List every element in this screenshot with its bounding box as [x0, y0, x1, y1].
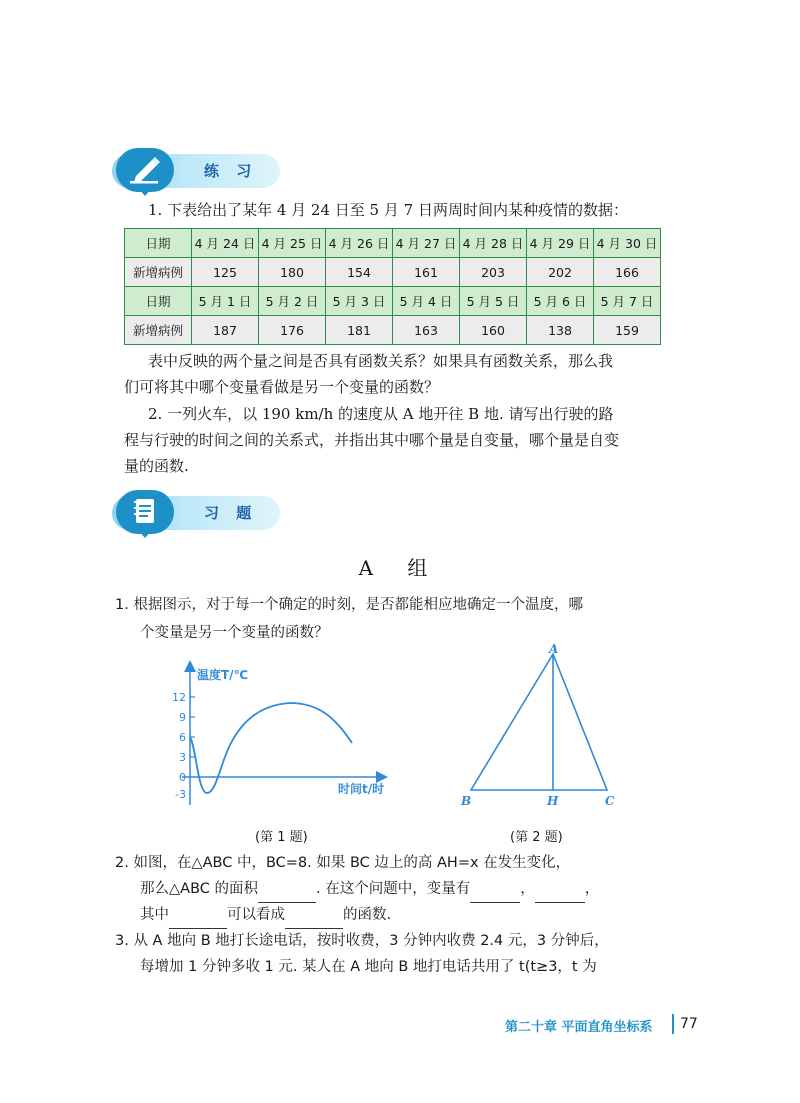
group-title: A 组	[358, 556, 442, 580]
temperature-graph	[160, 655, 400, 820]
pencil-icon	[116, 148, 174, 192]
exercise-p3-line1: 3. 从 A 地向 B 地打长途电话，按时收费，3 分钟内收费 2.4 元，3 分钟后，	[115, 933, 609, 949]
exercise-p2-line3: 其中 可以看成 的函数.	[140, 902, 391, 929]
table-row	[125, 229, 661, 258]
blank-field	[169, 902, 227, 929]
table-cell: 154	[326, 258, 393, 287]
tick-label: 0	[179, 771, 186, 784]
table-cell: 4 月 29 日	[527, 229, 594, 258]
table-row	[125, 258, 661, 287]
blank-field	[258, 876, 316, 903]
table-cell: 5 月 7 日	[594, 287, 661, 316]
table-row-label: 新增病例	[125, 316, 192, 345]
table-cell: 4 月 24 日	[192, 229, 259, 258]
table-cell: 4 月 25 日	[259, 229, 326, 258]
table-cell: 176	[259, 316, 326, 345]
label-a: A	[549, 642, 559, 656]
table-cell: 4 月 28 日	[460, 229, 527, 258]
practice-q1-line1: 表中反映的两个量之间是否具有函数关系？如果具有函数关系，那么我	[148, 352, 614, 370]
tick-label: 12	[172, 691, 186, 704]
practice-banner	[112, 148, 282, 192]
table-cell: 161	[393, 258, 460, 287]
table-cell: 166	[594, 258, 661, 287]
triangle-abc	[471, 654, 607, 790]
table-cell: 5 月 3 日	[326, 287, 393, 316]
table-cell: 163	[393, 316, 460, 345]
exercise-p2-line1: 2. 如图，在△ABC 中，BC=8. 如果 BC 边上的高 AH=x 在发生变化，	[115, 855, 571, 871]
label-h: H	[547, 794, 559, 808]
blank-field	[285, 902, 343, 929]
tick-label: -3	[175, 788, 186, 801]
exercise-p2-line2: 那么△ABC 的面积 . 在这个问题中，变量有 ， ，	[140, 876, 599, 903]
table-row	[125, 287, 661, 316]
tick-label: 6	[179, 731, 186, 744]
exercise-p1-line1: 1. 根据图示，对于每一个确定的时刻，是否都能相应地确定一个温度，哪	[115, 597, 583, 613]
tick-label: 3	[179, 751, 186, 764]
blank-field	[470, 876, 520, 903]
practice-q1-intro: 1. 下表给出了某年 4 月 24 日至 5 月 7 日两周时间内某种疫情的数据：	[148, 201, 628, 219]
triangle-figure	[455, 642, 630, 812]
label-c: C	[605, 794, 615, 808]
table-cell: 5 月 6 日	[527, 287, 594, 316]
table-cell: 202	[527, 258, 594, 287]
table-cell: 159	[594, 316, 661, 345]
tick-label: 9	[179, 711, 186, 724]
table-cell: 181	[326, 316, 393, 345]
exercise-label: 习 题	[204, 504, 258, 522]
y-axis-label: 温度T/℃	[197, 668, 249, 682]
table-head-label: 日期	[125, 287, 192, 316]
footer-divider	[672, 1014, 674, 1034]
data-table-2	[124, 286, 661, 345]
table-cell: 5 月 4 日	[393, 287, 460, 316]
table-cell: 4 月 26 日	[326, 229, 393, 258]
table-cell: 5 月 1 日	[192, 287, 259, 316]
table-cell: 160	[460, 316, 527, 345]
table-cell: 138	[527, 316, 594, 345]
table-cell: 4 月 27 日	[393, 229, 460, 258]
chapter-title: 第二十章 平面直角坐标系	[505, 1020, 653, 1035]
practice-q2-line3: 量的函数.	[124, 457, 189, 475]
x-axis-label: 时间t/时	[338, 782, 385, 796]
practice-q1-line2: 们可将其中哪个变量看做是另一个变量的函数？	[124, 378, 440, 396]
table-cell: 187	[192, 316, 259, 345]
table-cell: 203	[460, 258, 527, 287]
exercise-p1-line2: 个变量是另一个变量的函数？	[140, 625, 329, 641]
notebook-icon	[116, 490, 174, 534]
fig2-caption: (第 2 题)	[510, 830, 563, 845]
temperature-curve	[190, 703, 352, 793]
exercise-p3-line2: 每增加 1 分钟多收 1 元. 某人在 A 地向 B 地打电话共用了 t(t≥3，t 为	[140, 959, 597, 975]
practice-q2-line2: 程与行驶的时间之间的关系式，并指出其中哪个量是自变量，哪个量是自变	[124, 431, 620, 449]
table-head-label: 日期	[125, 229, 192, 258]
fig1-caption: (第 1 题)	[255, 830, 308, 845]
table-cell: 4 月 30 日	[594, 229, 661, 258]
table-cell: 5 月 2 日	[259, 287, 326, 316]
exercise-banner	[112, 490, 282, 534]
data-table-1	[124, 228, 661, 287]
practice-label: 练 习	[204, 162, 258, 180]
practice-q2-line1: 2. 一列火车，以 190 km/h 的速度从 A 地开往 B 地. 请写出行驶的路	[148, 405, 614, 423]
label-b: B	[461, 794, 472, 808]
table-cell: 5 月 5 日	[460, 287, 527, 316]
blank-field	[535, 876, 585, 903]
table-row	[125, 316, 661, 345]
table-row-label: 新增病例	[125, 258, 192, 287]
page-number: 77	[680, 1016, 698, 1032]
table-cell: 125	[192, 258, 259, 287]
table-cell: 180	[259, 258, 326, 287]
